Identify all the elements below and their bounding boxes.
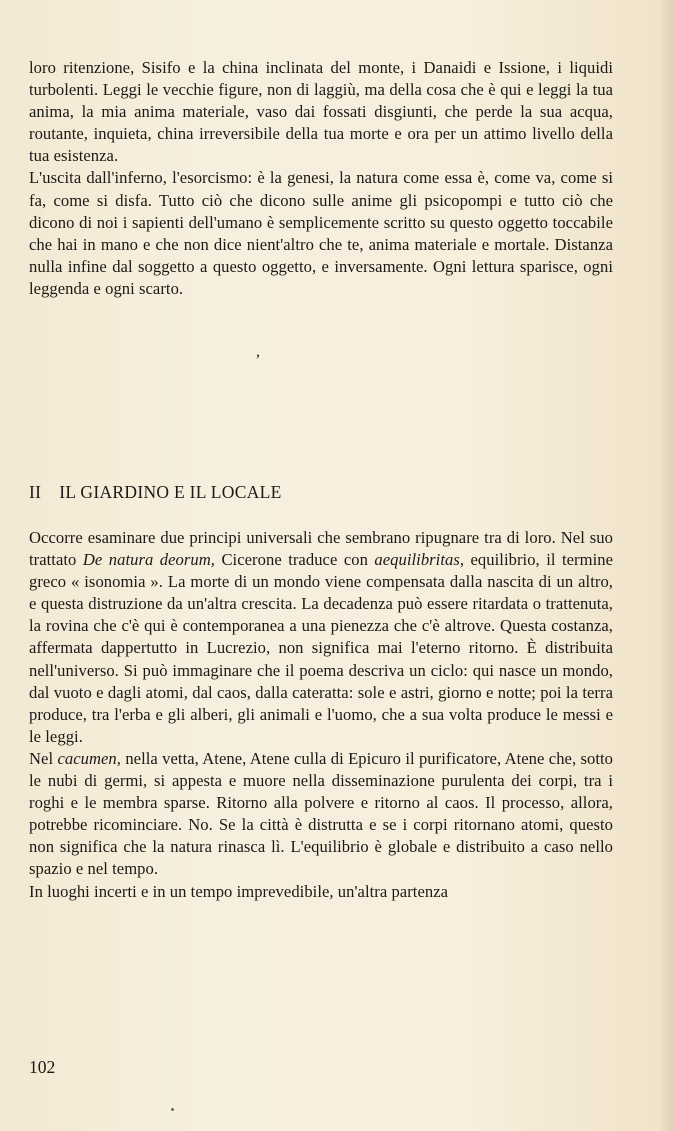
continuation-text (29, 57, 613, 300)
paragraph-ritenzione: loro ritenzione, Sisifo e la china inclinata del monte, i Danaidi e Issione, i liquidi turbolenti. Leggi le vecchie figure, non di laggiù, ma della cosa che è qui e leggi la tua anima, la mia anima materiale, vaso dai fossati disgiunti, che perde la sua acqua, routante, inquieta, china irreversibile della tua morte e ora per un attimo livello della tua esistenza. (29, 58, 613, 166)
stray-mark: , (256, 343, 260, 360)
italic-term-cacumen: cacumen, (57, 748, 121, 768)
section-number: II (29, 482, 42, 502)
text-run: equilibrio, il termine greco « isonomia ». La morte di un mondo viene compensata dalla nascita di un altro, e questa distruzione da un'altra crescita. La decadenza può essere ritardata o trattenuta, la rovina che c'è qui è contemporanea a una pienezza che c'è altrove. Questa costanza, affermata dappertutto in Lucrezio, non significa mai l'eterno ritorno. È distribuita nell'universo. Si può immaginare che il poema descriva un ciclo: qui nasce un mondo, dal vuoto e dagli atomi, dal caos, dalla cateratta: sole e astri, giorno e notte; poi la terra produce, tra l'erba e gli alberi, gli animali e l'uomo, che a sua volta produce le messi e le leggi. (29, 550, 614, 746)
paragraph-cacumen (29, 748, 613, 881)
section-body (29, 527, 613, 903)
text-run: Occorre esaminare due principi universali che sembrano ripugnare tra di loro. Nel suo trattato (29, 528, 613, 570)
page-number: 102 (29, 1057, 56, 1077)
italic-title-de-natura-deorum: De natura deorum, (82, 550, 215, 570)
section-heading (29, 482, 282, 503)
paragraph-luoghi-incerti: In luoghi incerti e in un tempo imprevedibile, un'altra partenza (29, 881, 449, 901)
text-run: Cicerone traduce con (214, 550, 375, 570)
italic-term-aequilibritas: aequilibritas, (374, 550, 465, 570)
paragraph-uscita-inferno: L'uscita dall'inferno, l'esorcismo: è la genesi, la natura come essa è, come va, come si fa, come si disfa. Tutto ciò che dicono sulle anime gli psicopompi e tutto ciò che dicono di noi i sapienti dell'umano è semplicemente scritto su questo oggetto toccabile che hai in mano e che non dice nient'altro che te, anima materiale e mortale. Distanza nulla infine dal soggetto a questo oggetto, e inversamente. Ogni lettura sparisce, ogni leggenda e ogni scarto. (29, 168, 613, 298)
text-run: Nel (29, 748, 58, 768)
section-title: IL GIARDINO E IL LOCALE (59, 482, 282, 502)
text-run: nella vetta, Atene, Atene culla di Epicuro il purificatore, Atene che, sotto le nubi di germi, si appesta e muore nella disseminazione purulenta dei corpi, tra i roghi e le membra sparse. Ritorno alla polvere e ritorno al caos. Il processo, allora, potrebbe ricominciare. No. Se la città è distrutta e se i corpi ritornano atomi, questo non significa che la natura rinasca lì. L'equilibrio è globale e distribuito a caso nello spazio e nel tempo. (29, 748, 614, 879)
paragraph-principi-universali (29, 527, 613, 748)
page-edge-shadow (659, 0, 673, 1131)
paper-speck (171, 1108, 174, 1111)
